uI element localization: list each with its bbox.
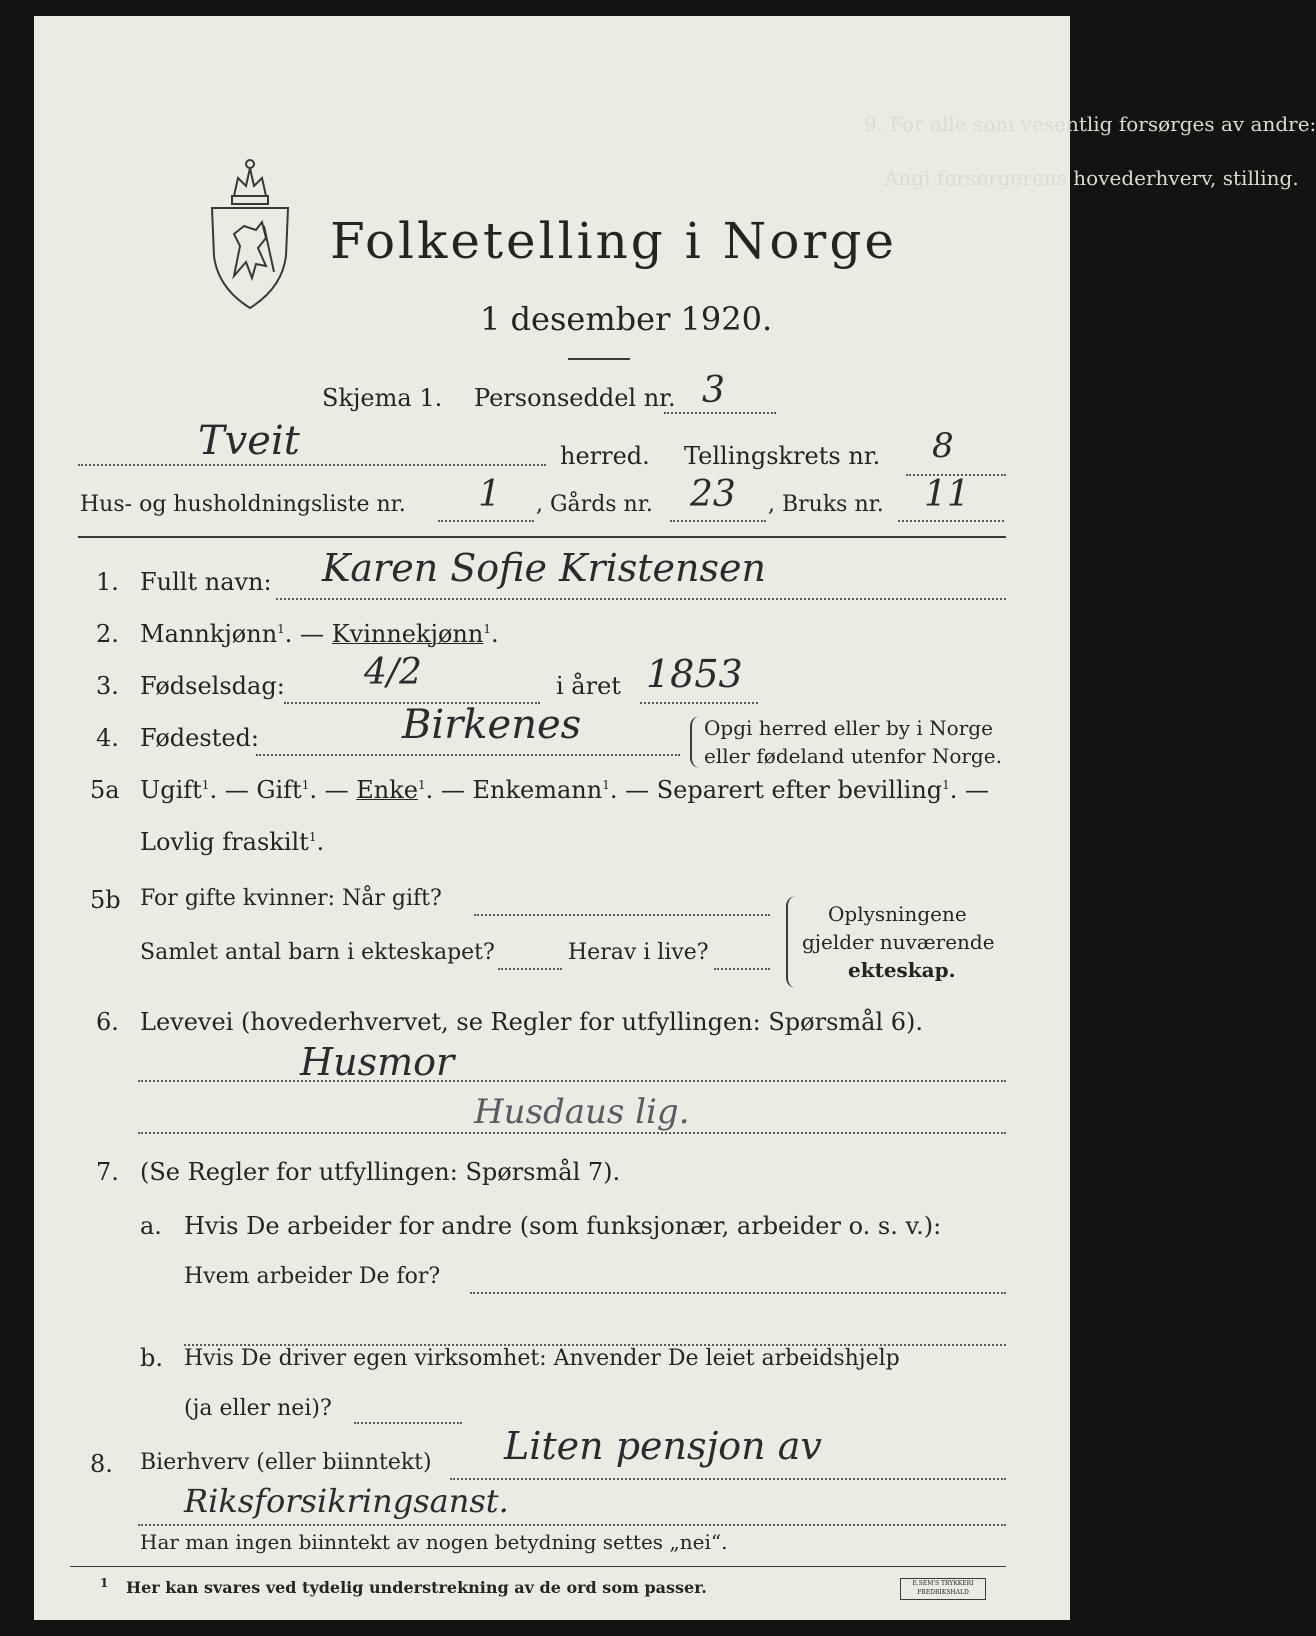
q5b-brace <box>786 896 796 988</box>
q2-mann-sup: 1 <box>277 622 285 636</box>
q4-note-2: eller fødeland utenfor Norge. <box>704 744 1002 768</box>
q1-number: 1. <box>96 568 119 596</box>
census-form-page <box>34 16 1316 1620</box>
q6-label: Levevei (hovederhvervet, se Regler for utfyllingen: Spørsmål 6). <box>140 1008 924 1036</box>
herred-value: Tveit <box>198 418 300 464</box>
q5b-note-3: ekteskap. <box>848 958 956 982</box>
q5a-fraskilt: Lovlig fraskilt <box>140 828 309 856</box>
q5a-options: Ugift$^1$. — Gift$^1$. — Enke$^1$. — Enkemann$^1$. — Separert efter bevilling$^1$. — <box>140 776 990 804</box>
q5a-enkemann: Enkemann <box>472 776 603 804</box>
q4-line <box>256 754 680 756</box>
q6-line-1 <box>138 1080 1006 1082</box>
q5b-note-1: Oplysningene <box>828 902 967 926</box>
q8-number: 8. <box>90 1450 113 1478</box>
q3-number: 3. <box>96 672 119 700</box>
q6-value: Husmor <box>300 1040 455 1084</box>
q5a-gift-sup: 1 <box>301 778 310 792</box>
q6-line-2 <box>138 1132 1006 1134</box>
q4-number: 4. <box>96 724 119 752</box>
q7a-label-2: Hvem arbeider De for? <box>184 1264 441 1289</box>
q4-note-1: Opgi herred eller by i Norge <box>704 716 993 740</box>
q7a-label: Hvis De arbeider for andre (som funksjonær, arbeider o. s. v.): <box>184 1212 942 1240</box>
bruks-line <box>898 520 1004 522</box>
q6-number: 6. <box>96 1008 119 1036</box>
q2-kvinne-sup: 1 <box>483 622 491 636</box>
q2-text <box>140 620 499 648</box>
q1-line <box>276 598 1006 600</box>
footnote-rule <box>70 1566 1006 1567</box>
q3-label: Fødselsdag: <box>140 672 285 700</box>
q4-brace <box>690 716 700 768</box>
personseddel-line <box>664 412 776 414</box>
personseddel-label: Personseddel nr. <box>474 384 676 412</box>
tellingskrets-value: 8 <box>932 426 954 466</box>
q8-value-2: Riksforsikringsanst. <box>184 1482 509 1520</box>
q4-value: Birkenes <box>402 702 582 748</box>
q3-year-label: i året <box>556 672 621 700</box>
q2-end: . <box>490 620 499 648</box>
q5b-line-3 <box>714 968 770 970</box>
q5a-enkemann-sup: 1 <box>602 778 610 792</box>
q7-label: (Se Regler for utfyllingen: Spørsmål 7). <box>140 1158 621 1186</box>
q5a-ugift-sup: 1 <box>201 778 210 792</box>
gards-value: 23 <box>690 474 736 515</box>
q5b-line-2 <box>498 968 562 970</box>
bleed-through-line-1: 9. For alle som vesentlig forsørges av andre: <box>864 112 1316 136</box>
q2-kvinne: Kvinnekjønn <box>331 620 484 648</box>
q8-value: Liten pensjon av <box>504 1424 822 1468</box>
printer-line-1: E.SEM'S TRYKKERI <box>912 1580 974 1587</box>
q5a-enke: Enke <box>356 776 418 804</box>
q5b-label-2: Samlet antal barn i ekteskapet? <box>140 940 495 965</box>
q7a-line-1 <box>470 1292 1006 1294</box>
footnote-mark: 1 <box>100 1576 109 1590</box>
q5a-number: 5a <box>90 776 120 804</box>
q5a-ugift: Ugift <box>140 776 202 804</box>
q5a-fraskilt-sup: 1 <box>308 830 317 844</box>
q8-label: Bierhverv (eller biinntekt) <box>140 1450 432 1475</box>
skjema-label: Skjema 1. <box>322 384 443 412</box>
q5a-gift: Gift <box>256 776 302 804</box>
bruks-value: 11 <box>924 474 970 515</box>
q1-label: Fullt navn: <box>140 568 272 596</box>
q2-mann: Mannkjønn <box>140 620 278 648</box>
q1-value: Karen Sofie Kristensen <box>322 546 766 590</box>
q5b-line-1 <box>474 914 770 916</box>
q4-label: Fødested: <box>140 724 259 752</box>
form-date: 1 desember 1920. <box>480 300 773 338</box>
q8-note: Har man ingen biinntekt av nogen betydning settes „nei“. <box>140 1530 728 1554</box>
q5a-enke-sup: 1 <box>417 778 426 792</box>
q7b-label: Hvis De driver egen virksomhet: Anvender De leiet arbeidshjelp <box>184 1346 900 1371</box>
q3-year-line <box>640 702 758 704</box>
q6-value-2: Husdaus lig. <box>474 1092 690 1132</box>
bruks-label: , Bruks nr. <box>768 492 884 517</box>
q5b-note-2: gjelder nuværende <box>802 930 995 954</box>
q5a-separert: Separert efter bevilling <box>656 776 943 804</box>
q7b-label-2: (ja eller nei)? <box>184 1396 332 1421</box>
personseddel-value: 3 <box>702 370 725 411</box>
q3-value: 4/2 <box>364 652 422 693</box>
tellingskrets-label: Tellingskrets nr. <box>684 442 881 470</box>
husliste-value: 1 <box>478 474 501 515</box>
q5a-separert-sup: 1 <box>942 778 950 792</box>
q5a-fraskilt-text: Lovlig fraskilt$^1$. <box>140 828 325 856</box>
q5b-number: 5b <box>90 886 121 914</box>
q2-number: 2. <box>96 620 119 648</box>
printer-mark <box>900 1578 986 1600</box>
q5b-label-1: For gifte kvinner: Når gift? <box>140 886 442 911</box>
footnote-text: Her kan svares ved tydelig understrekning av de ord som passer. <box>126 1578 707 1597</box>
q7a-letter: a. <box>140 1212 162 1240</box>
q7b-line <box>354 1422 462 1424</box>
title-divider <box>568 358 630 360</box>
gards-label: , Gårds nr. <box>536 492 653 517</box>
q2-sep: . — <box>284 620 325 648</box>
q3-year-value: 1853 <box>646 652 743 696</box>
gards-line <box>670 520 766 522</box>
husliste-line <box>438 520 534 522</box>
q8-line-1 <box>450 1478 1006 1480</box>
printer-line-2: FREDRIKSHALD <box>917 1589 969 1596</box>
q5b-label-3: Herav i live? <box>568 940 709 965</box>
herred-label: herred. <box>560 442 650 470</box>
form-title: Folketelling i Norge <box>330 212 897 270</box>
header-rule <box>78 536 1006 538</box>
q7-number: 7. <box>96 1158 119 1186</box>
herred-line <box>78 464 546 466</box>
coat-of-arms-icon <box>204 156 296 316</box>
husliste-label: Hus- og husholdningsliste nr. <box>80 492 406 517</box>
q8-line-2 <box>138 1524 1006 1526</box>
q7b-letter: b. <box>140 1344 163 1372</box>
bleed-through-line-2: Angi forsørgerens hovederhverv, stilling. <box>884 166 1299 190</box>
